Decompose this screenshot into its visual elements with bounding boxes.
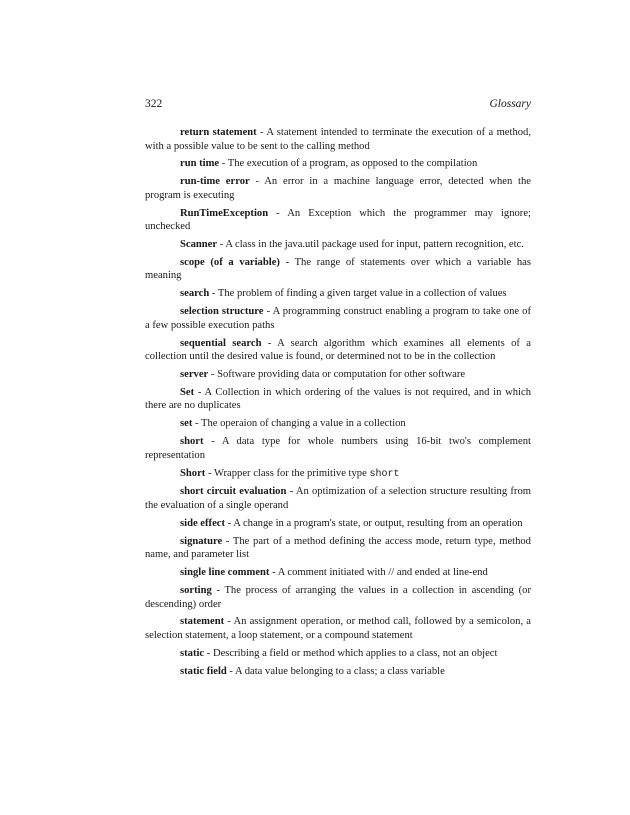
glossary-entry	[145, 535, 531, 562]
glossary-definition: The process of arranging the values in a collection in ascending (or descending) order	[145, 585, 531, 610]
glossary-term: side effect	[180, 517, 225, 529]
term-separator: -	[222, 535, 233, 547]
term-separator: -	[208, 369, 218, 381]
glossary-entry	[145, 417, 531, 431]
glossary-entry	[145, 207, 531, 234]
glossary-definition: The problem of finding a given target value in a collection of values	[217, 288, 507, 300]
glossary-entry	[145, 368, 531, 382]
glossary-term: Scanner	[180, 239, 218, 251]
glossary-term: short circuit evaluation	[180, 486, 287, 498]
term-separator: -	[194, 386, 205, 398]
glossary-definition: A change in a program's state, or output, resulting from an operation	[233, 517, 523, 529]
glossary-term: static	[180, 647, 205, 659]
glossary-definition: An error in a machine language error, detected when the program is executing	[145, 176, 531, 201]
term-separator: -	[269, 567, 278, 579]
glossary-entry	[145, 157, 531, 171]
glossary-definition: An optimization of a selection structure resulting from the evaluation of a single operand	[145, 486, 531, 511]
page-header	[145, 98, 531, 114]
glossary-definition: A comment initiated with // and ended at line-end	[277, 567, 488, 579]
glossary-definition: Software providing data or computation for other software	[217, 369, 466, 381]
glossary-entry	[145, 256, 531, 283]
term-separator: -	[205, 467, 214, 479]
term-separator: -	[268, 207, 288, 219]
term-separator: -	[192, 418, 201, 430]
glossary-term: search	[180, 288, 210, 300]
glossary-term: sequential search	[180, 337, 262, 349]
glossary-term: statement	[180, 616, 225, 628]
term-separator: -	[249, 176, 265, 188]
term-separator: -	[204, 647, 213, 659]
glossary-term: RunTimeException	[180, 207, 269, 219]
glossary-term: run-time error	[180, 176, 250, 188]
term-separator: -	[224, 616, 234, 628]
glossary-entry	[145, 238, 531, 252]
glossary-entry	[145, 126, 531, 153]
glossary-definition: The range of statements over which a variable has meaning	[145, 256, 531, 282]
glossary-term: static field	[180, 665, 227, 677]
term-separator: -	[211, 585, 225, 597]
term-separator: -	[225, 517, 234, 529]
term-separator: -	[286, 486, 296, 498]
term-separator: -	[219, 158, 228, 170]
glossary-term: single line comment	[180, 567, 270, 579]
glossary-definition: An Exception which the programmer may ignore; unchecked	[145, 207, 531, 233]
glossary-term: sorting	[180, 585, 212, 597]
code-keyword: short	[369, 468, 400, 480]
term-separator: -	[256, 127, 267, 138]
glossary-entry	[145, 566, 531, 580]
glossary-definition: Wrapper class for the primitive type	[213, 467, 370, 479]
glossary-term: set	[180, 418, 193, 430]
term-separator: -	[261, 337, 278, 349]
glossary-term: Short	[180, 467, 206, 479]
glossary-definition: A class in the java.util package used for input, pattern recognition, etc.	[225, 239, 524, 251]
glossary-entry	[145, 435, 531, 462]
glossary-term: return statement	[180, 127, 257, 138]
glossary-entry	[145, 175, 531, 202]
glossary-definition: The part of a method defining the access mode, return type, method name, and parameter list	[145, 535, 531, 561]
glossary-definition: A search algorithm which examines all elements of a collection until the desired value is found, or determined not to be in the collection	[145, 337, 531, 363]
glossary-definition: Describing a field or method which applies to a class, not an object	[212, 647, 498, 659]
glossary-definition: A statement intended to terminate the execution of a method, with a possible value to be sent to the calling method	[145, 127, 531, 152]
page-number: 322	[145, 98, 163, 110]
term-separator: -	[263, 306, 273, 318]
glossary-definition: A data value belonging to a class; a class variable	[235, 665, 445, 677]
glossary-entry	[145, 386, 531, 413]
glossary-entry	[145, 287, 531, 301]
running-title: Glossary	[489, 98, 531, 110]
glossary-term: selection structure	[180, 306, 264, 318]
glossary-entry	[145, 615, 531, 642]
glossary-term: short	[180, 436, 204, 448]
glossary-list	[145, 126, 531, 683]
glossary-definition: A programming construct enabling a program to take one of a few possible execution paths	[145, 306, 531, 331]
term-separator: -	[279, 256, 295, 268]
glossary-term: run time	[180, 158, 220, 170]
glossary-definition: A data type for whole numbers using 16-bit two's complement representation	[145, 436, 531, 461]
term-separator: -	[226, 665, 236, 677]
glossary-term: signature	[180, 535, 223, 547]
glossary-entry	[145, 467, 531, 482]
glossary-term: server	[180, 369, 209, 381]
glossary-entry	[145, 584, 531, 611]
glossary-definition: A Collection in which ordering of the values is not required, and in which there are no duplicates	[145, 386, 531, 412]
glossary-term: Set	[180, 386, 195, 398]
term-separator: -	[203, 436, 222, 448]
glossary-term: scope (of a variable)	[180, 256, 280, 268]
term-separator: -	[209, 288, 218, 300]
glossary-entry	[145, 665, 531, 679]
glossary-definition: The execution of a program, as opposed to the compilation	[227, 158, 478, 170]
glossary-entry	[145, 337, 531, 364]
term-separator: -	[217, 239, 226, 251]
glossary-definition: An assignment operation, or method call, followed by a semicolon, a selection statement, a loop statement, or a compound statement	[145, 616, 531, 641]
glossary-definition: The operaion of changing a value in a collection	[201, 418, 406, 430]
glossary-entry	[145, 517, 531, 531]
glossary-entry	[145, 485, 531, 512]
glossary-entry	[145, 647, 531, 661]
glossary-entry	[145, 305, 531, 332]
